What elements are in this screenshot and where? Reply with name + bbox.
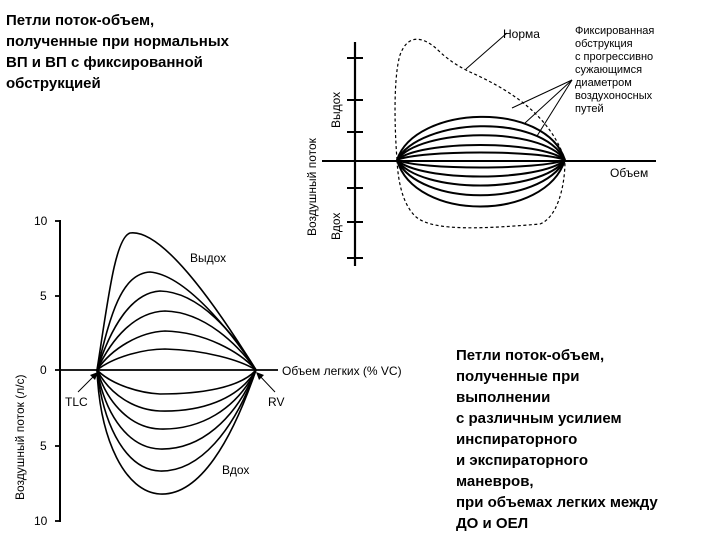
top-caption: Петли поток-объем, полученные при нормальных ВП и ВП с фиксированной обструкцией (6, 12, 230, 92)
bottom-y-tick-label: 5 (40, 289, 47, 303)
top-norm-label: Норма (503, 27, 540, 41)
top-annotation (575, 25, 657, 115)
top-inspiration-label: Вдох (329, 212, 343, 240)
bottom-x-axis-label: Объем легких (% VC) (282, 364, 402, 378)
bottom-y-tick-label: 0 (40, 363, 47, 377)
annotation-line: диаметром (575, 77, 632, 89)
bottom-y-tick-label: 10 (34, 514, 48, 528)
top-leader-lines (466, 33, 572, 136)
annotation-line: Фиксированная (575, 25, 655, 37)
annotation-line: обструкция (575, 38, 633, 50)
bottom-y-tick-label: 10 (34, 214, 48, 228)
rv-label: RV (268, 395, 285, 409)
top-expiration-label: Выдох (329, 91, 343, 128)
bottom-inspiration-label: Вдох (222, 463, 250, 477)
bottom-caption: Петли поток-объем, полученные при выполнении с различным усилием инспираторного и экспираторного маневров, при объемах легких между ДО и ОЕЛ (456, 347, 658, 532)
annotation-line: воздухоносных (575, 90, 653, 102)
top-y-axis-label: Воздушный поток (305, 138, 319, 236)
tlc-label: TLC (65, 395, 88, 409)
bottom-expiration-label: Выдох (190, 251, 227, 265)
bottom-y-axis-label: Воздушный поток (л/с) (13, 374, 27, 500)
bottom-expiration-curves (97, 233, 256, 370)
annotation-line: путей (575, 103, 604, 115)
annotation-line: сужающимся (575, 64, 643, 76)
top-x-axis-label: Объем (610, 166, 649, 180)
bottom-y-tick-label: 5 (40, 439, 47, 453)
annotation-line: с прогрессивно (575, 51, 654, 63)
